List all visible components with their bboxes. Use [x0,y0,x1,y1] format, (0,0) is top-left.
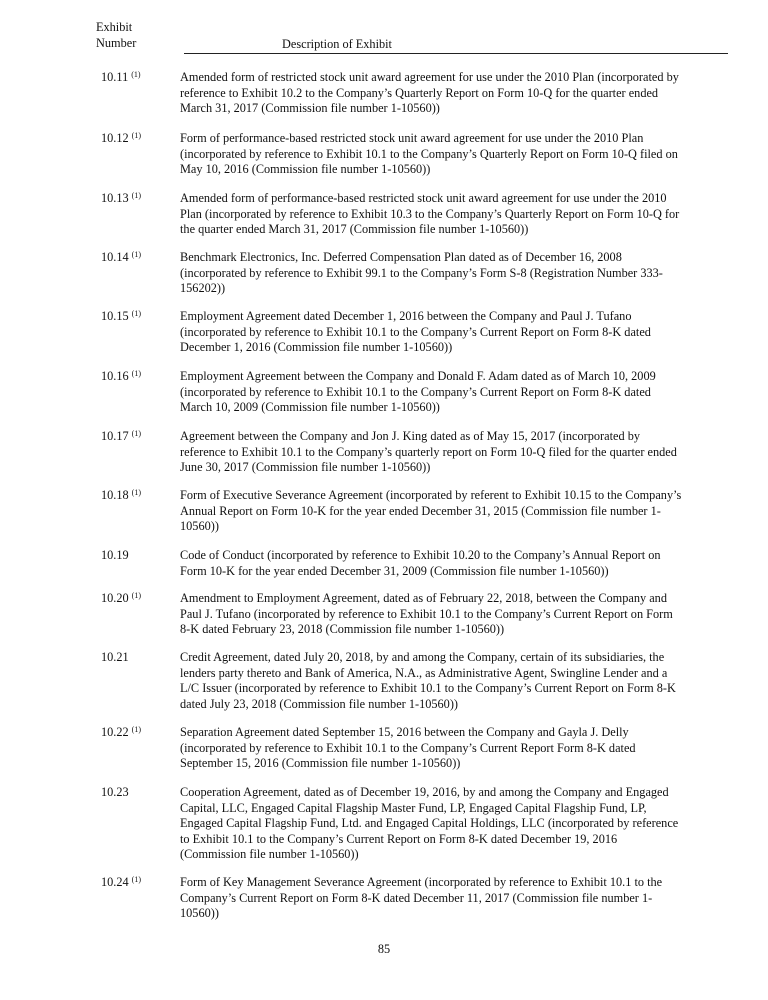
exhibit-description: Benchmark Electronics, Inc. Deferred Compensation Plan dated as of December 16, 2008 (incorporated by reference to Exhibit 99.1 to the Company’s Form S-8 (Registration Number 333-156202)) [180,250,663,296]
footnote-marker: (1) [131,429,141,438]
exhibit-number: 10.17 $^{(1)}$ [101,429,141,443]
exhibit-description: Amendment to Employment Agreement, dated as of February 22, 2018, between the Company and Paul J. Tufano (incorporated by reference to Exhibit 10.1 to the Company’s Current Report on Form 8-K dated February 23, 2018 (Commission file number 1-10560)) [180,591,673,637]
footnote-marker: (1) [131,191,141,200]
exhibit-number: 10.24 $^{(1)}$ [101,875,141,889]
exhibit-description: Employment Agreement between the Company and Donald F. Adam dated as of March 10, 2009 (incorporated by reference to Exhibit 10.1 to the Company’s Current Report on Form 8-K dated March 10, 2009 (Commission file number 1-10560)) [180,369,656,415]
footnote-marker: (1) [131,875,141,884]
footnote-marker: (1) [131,250,141,259]
exhibit-number: 10.19 [101,548,129,562]
exhibit-number-heading-line2: Number [96,35,137,50]
exhibit-description: Form of Key Management Severance Agreement (incorporated by reference to Exhibit 10.1 to the Company’s Current Report on Form 8-K dated December 11, 2017 (Commission file number 1-10560)) [180,875,663,921]
exhibit-number: 10.22 $^{(1)}$ [101,725,141,739]
footnote-marker: (1) [131,725,141,734]
exhibit-number: 10.23 [101,785,129,799]
exhibit-number: 10.15 $^{(1)}$ [101,309,141,323]
description-heading: Description of Exhibit [282,37,392,51]
header-rule [184,53,728,54]
footnote-marker: (1) [131,70,141,79]
exhibit-number-heading-line1: Exhibit [96,20,133,34]
exhibit-number: 10.11 $^{(1)}$ [101,70,141,84]
exhibit-description: Form of performance-based restricted stock unit award agreement for use under the 2010 Plan (incorporated by reference to Exhibit 10.1 to the Company’s Quarterly Report on Form 10-Q filed on May 10, 2016 (Commission file number 1-10560)) [180,131,678,177]
page-number: 85 [377,942,391,956]
exhibit-description: Form of Executive Severance Agreement (incorporated by referent to Exhibit 10.15 to the Company’s Annual Report on Form 10-K for the year ended December 31, 2015 (Commission file number 1-10560)) [180,488,682,534]
exhibit-description: Employment Agreement dated December 1, 2016 between the Company and Paul J. Tufano (incorporated by reference to Exhibit 10.1 to the Company’s Current Report on Form 8-K dated December 1, 2016 (Commission file number 1-10560)) [180,309,651,355]
exhibit-number: 10.13 $^{(1)}$ [101,191,141,205]
exhibit-number: 10.14 $^{(1)}$ [101,250,141,264]
footnote-marker: (1) [131,369,141,378]
exhibit-number: 10.21 [101,650,129,664]
exhibit-number: 10.12 $^{(1)}$ [101,131,141,145]
footnote-marker: (1) [131,488,141,497]
footnote-marker: (1) [131,309,141,318]
exhibit-description: Amended form of restricted stock unit award agreement for use under the 2010 Plan (incorporated by reference to Exhibit 10.2 to the Company’s Quarterly Report on Form 10-Q for the quarter ended March 31, 2017 (Commission file number 1-10560)) [180,70,679,116]
exhibit-number: 10.20 $^{(1)}$ [101,591,141,605]
exhibit-number: 10.18 $^{(1)}$ [101,488,141,502]
exhibit-description: Credit Agreement, dated July 20, 2018, by and among the Company, certain of its subsidiaries, the lenders party thereto and Bank of America, N.A., as Administrative Agent, Swingline Lender and a L/C Issuer (incorporated by reference to Exhibit 10.1 to the Company’s Current Report on Form 8-K dated July 23, 2018 (Commission file number 1-10560)) [180,650,676,711]
exhibit-description: Separation Agreement dated September 15, 2016 between the Company and Gayla J. Delly (incorporated by reference to Exhibit 10.1 to the Company’s Current Report Form 8-K dated September 15, 2016 (Commission file number 1-10560)) [180,725,636,771]
footnote-marker: (1) [131,591,141,600]
exhibit-description: Agreement between the Company and Jon J. King dated as of May 15, 2017 (incorporated by reference to Exhibit 10.1 to the Company’s quarterly report on Form 10-Q filed for the quarter ended June 30, 2017 (Commission file number 1-10560)) [180,429,677,475]
exhibit-number-heading [96,20,176,51]
exhibit-description: Cooperation Agreement, dated as of December 19, 2016, by and among the Company and Engaged Capital, LLC, Engaged Capital Flagship Master Fund, LP, Engaged Capital Flagship Fund, LP, Engaged Capital Flagship Fund, Ltd. and Engaged Capital Holdings, LLC (incorporated by reference to Exhibit 10.1 to the Company’s Current Report on Form 8-K dated December 19, 2016 (Commission file number 1-10560)) [180,785,679,862]
exhibit-description: Amended form of performance-based restricted stock unit award agreement for use under the 2010 Plan (incorporated by reference to Exhibit 10.3 to the Company’s Quarterly Report on Form 10-Q for the quarter ended March 31, 2017 (Commission file number 1-10560)) [180,191,680,237]
footnote-marker: (1) [131,131,141,140]
exhibit-number: 10.16 $^{(1)}$ [101,369,141,383]
exhibit-description: Code of Conduct (incorporated by reference to Exhibit 10.20 to the Company’s Annual Report on Form 10-K for the year ended December 31, 2009 (Commission file number 1-10560)) [180,548,661,578]
